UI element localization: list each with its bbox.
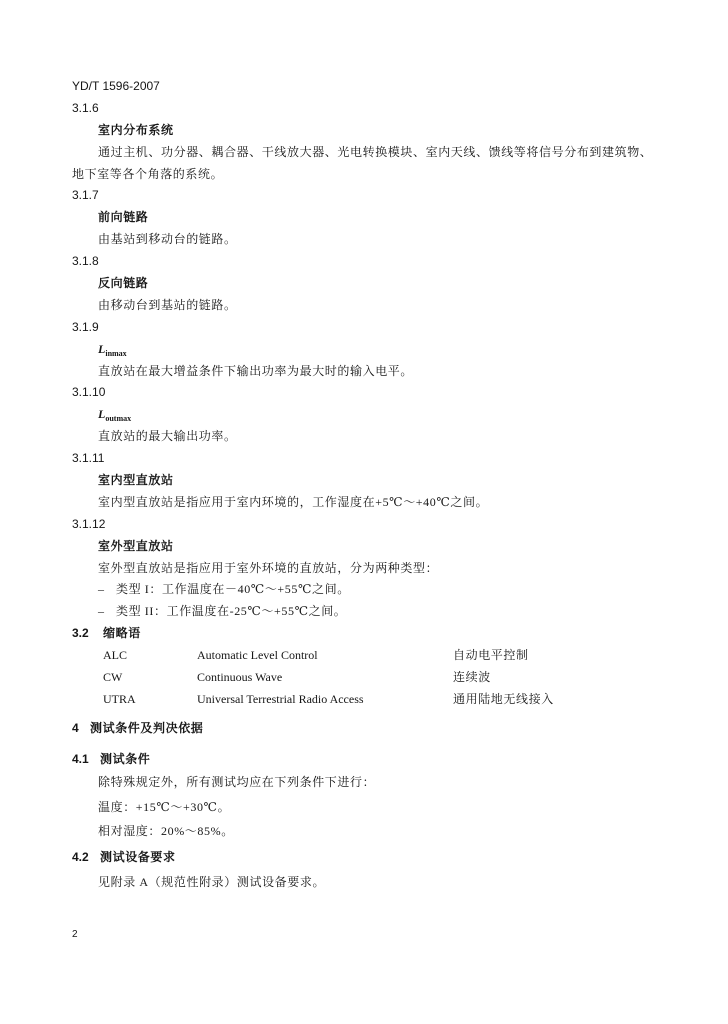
abbreviation-chinese: 连续波: [453, 670, 491, 685]
definition-text: 由基站到移动台的链路。: [98, 232, 237, 247]
document-page: [72, 76, 672, 894]
body-text: 见附录 A（规范性附录）测试设备要求。: [98, 875, 326, 890]
page-number: 2: [72, 929, 78, 940]
list-item: [72, 579, 672, 601]
clause-number: 3.1.7: [72, 188, 99, 203]
chapter-number: 4: [72, 720, 79, 735]
definition-text: 直放站在最大增益条件下输出功率为最大时的输入电平。: [98, 363, 414, 378]
section-number: 4.2: [72, 850, 89, 865]
clause-number: 3.1.8: [72, 254, 99, 269]
section-title: 缩略语: [103, 626, 141, 641]
list-item: [72, 601, 672, 623]
term-heading: 室外型直放站: [98, 538, 174, 553]
body-text: 相对湿度：20%～85%。: [98, 824, 234, 839]
section-number: 4.1: [72, 751, 89, 766]
abbreviation-english: Continuous Wave: [197, 670, 283, 685]
section-heading: [72, 847, 672, 869]
abbreviation: CW: [103, 670, 123, 685]
abbreviation-row: [72, 667, 672, 689]
term-heading: 室内分布系统: [98, 122, 174, 137]
clause-number: 3.1.6: [72, 100, 99, 115]
clause-number: 3.1.9: [72, 319, 99, 334]
term-heading: 前向链路: [98, 210, 149, 225]
term-symbol-heading: [72, 404, 672, 426]
abbreviation-english: Automatic Level Control: [197, 648, 318, 663]
list-item-text: 类型 II：工作温度在-25℃～+55℃之间。: [116, 604, 347, 619]
section-title: 测试设备要求: [100, 850, 176, 865]
definition-text: 由移动台到基站的链路。: [98, 297, 237, 312]
symbol-subscript: inmax: [105, 348, 127, 358]
section-heading: [72, 749, 672, 771]
chapter-heading: [72, 718, 672, 740]
definition-text: 室外型直放站是指应用于室外环境的直放站，分为两种类型：: [98, 560, 439, 575]
term-heading: 室内型直放站: [98, 473, 174, 488]
list-item-text: 类型 I：工作温度在－40℃～+55℃之间。: [116, 582, 350, 597]
symbol-letter: L: [98, 341, 106, 356]
definition-text: 室内型直放站是指应用于室内环境的，工作湿度在+5℃～+40℃之间。: [98, 494, 489, 509]
definition-text-continued: 地下室等各个角落的系统。: [72, 166, 224, 181]
term-symbol-heading: [72, 339, 672, 361]
section-number: 3.2: [72, 626, 89, 641]
abbreviation-english: Universal Terrestrial Radio Access: [197, 691, 364, 706]
body-text: 除特殊规定外，所有测试均应在下列条件下进行：: [98, 774, 376, 789]
section-title: 测试条件: [100, 751, 151, 766]
term-heading: 反向链路: [98, 276, 149, 291]
list-dash: –: [98, 582, 104, 597]
clause-number: 3.1.11: [72, 451, 105, 466]
symbol-subscript: outmax: [105, 414, 132, 424]
abbreviation-row: [72, 689, 672, 711]
clause-number: 3.1.12: [72, 516, 106, 531]
abbreviation: ALC: [103, 648, 127, 663]
symbol-letter: L: [98, 407, 106, 422]
definition-text: 通过主机、功分器、耦合器、干线放大器、光电转换模块、室内天线、馈线等将信号分布到建筑物、: [98, 144, 653, 159]
abbreviation-chinese: 自动电平控制: [453, 648, 529, 663]
list-dash: –: [98, 604, 104, 619]
definition-text: 直放站的最大输出功率。: [98, 429, 237, 444]
body-text: 温度：+15℃～+30℃。: [98, 799, 231, 814]
abbreviation-row: [72, 645, 672, 667]
chapter-title: 测试条件及判决依据: [90, 720, 204, 735]
section-heading: [72, 623, 672, 645]
abbreviation-chinese: 通用陆地无线接入: [453, 691, 554, 706]
abbreviation: UTRA: [103, 691, 136, 706]
clause-number: 3.1.10: [72, 385, 106, 400]
document-code: YD/T 1596-2007: [72, 79, 160, 93]
